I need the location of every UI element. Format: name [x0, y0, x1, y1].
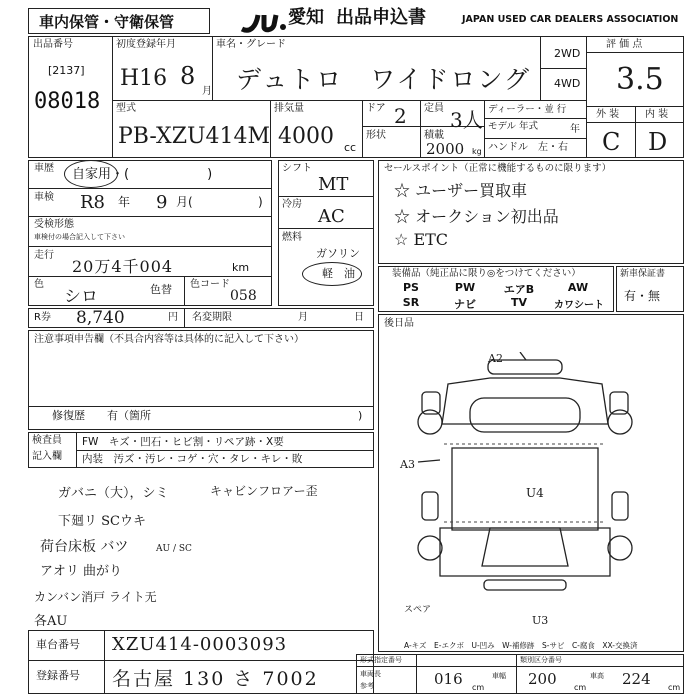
- score-value: 3.5: [616, 62, 664, 97]
- inspection-label: 車検: [34, 192, 54, 203]
- hand-note-3: 下廻リ SCウキ: [58, 514, 146, 529]
- drive-4wd: 4WD: [554, 77, 581, 90]
- equip-aw: AW: [567, 281, 589, 294]
- width-cm: cm: [574, 683, 587, 692]
- equip-leather: カワシート: [554, 300, 604, 311]
- repair-history: 修復歴 有（箇所: [52, 409, 151, 422]
- plate-label: 登録番号: [36, 669, 80, 682]
- after-label: 後日品: [384, 318, 414, 329]
- model-year-label: モデル 年式: [488, 121, 539, 132]
- color-code: 058: [230, 288, 257, 304]
- receipt-note: 車検付の場合記入して下さい: [34, 233, 125, 241]
- equip-navi: ナビ: [454, 298, 476, 311]
- repair-history-close: ): [358, 409, 363, 422]
- color-code-label: 色コード: [190, 279, 230, 290]
- inspection-month: 9: [156, 192, 168, 213]
- load-label: 積載: [424, 130, 444, 141]
- dims-label-1: 形式指定番号: [360, 656, 402, 664]
- fw-line: FW キズ・凹石・ヒビ割・リペア跡・X要: [82, 436, 284, 448]
- damage-a3: A3: [400, 458, 415, 471]
- score-label: 評 価 点: [606, 39, 643, 50]
- equip-pw: PW: [454, 281, 476, 294]
- capacity-value: 3人: [450, 108, 483, 132]
- interior-line: 内装 汚ズ・汚レ・コゲ・穴・タレ・キレ・敗: [82, 453, 303, 465]
- first-reg-month: 8: [180, 62, 196, 90]
- ac-label: 冷房: [282, 199, 302, 210]
- dims-note: 参考: [360, 682, 374, 690]
- type-label: 型式: [116, 103, 136, 114]
- color-swap-label: 色替: [150, 283, 172, 296]
- type-value: PB-XZU414M: [118, 124, 271, 149]
- ju-logo: [236, 7, 290, 35]
- load-value: 2000: [426, 140, 465, 158]
- hand-note-8: 各AU: [34, 614, 68, 629]
- fuel-label: 燃料: [282, 232, 302, 243]
- equip-ps: PS: [403, 281, 419, 294]
- fuel-diesel: 軽 油: [322, 267, 355, 280]
- displacement-value: 4000: [278, 124, 334, 149]
- model-name-label: 車名・グレード: [216, 39, 286, 50]
- chassis-value: XZU414-0003093: [112, 634, 288, 655]
- damage-legend: A-キズ E-エクボ U-凹み W-補修跡 S-サビ C-腐食 XX-交換済: [404, 641, 638, 650]
- lot-number: 08018: [34, 89, 101, 114]
- capacity-label: 定員: [424, 103, 444, 114]
- spare-label: スペア: [404, 605, 432, 615]
- dims-label-4: 車幅: [492, 672, 506, 680]
- hand-note-6: AU / SC: [156, 544, 192, 554]
- sales-points-label: セールスポイント（正常に機能するものに限ります）: [384, 163, 612, 174]
- first-reg-era: H16: [120, 66, 168, 91]
- sales-point-2: ☆ オークション初出品: [394, 207, 559, 226]
- hand-note-7: カンバン消戸 ライト无: [34, 590, 157, 604]
- sales-point-1-text: ユーザー買取車: [415, 181, 528, 200]
- equip-sr: SR: [402, 296, 420, 309]
- hand-note-5: アオリ 曲がり: [40, 564, 123, 579]
- first-reg-label: 初度登録年月: [116, 39, 176, 50]
- dealer-label: ディーラー・並 行: [488, 104, 567, 115]
- doors-label: ドア: [366, 103, 386, 114]
- width-value: 200: [528, 670, 557, 688]
- logo-pref: 愛知: [288, 7, 324, 28]
- year-unit: 年: [570, 124, 580, 135]
- org-name: JAPAN USED CAR DEALERS ASSOCIATION: [462, 14, 679, 25]
- hand-note-1: ガバニ（大），シミ: [58, 486, 169, 501]
- shift-value: MT: [318, 174, 349, 195]
- notes-label: 注意事項申告欄（不具合内容等は具体的に記入して下さい）: [34, 334, 304, 345]
- name-change-month: 月: [298, 312, 308, 323]
- lot-sub-number: [2137]: [48, 64, 85, 77]
- fuel-circle-mark: [302, 262, 362, 286]
- damage-u3: U3: [532, 614, 549, 627]
- receipt-label: 受検形態: [34, 219, 74, 230]
- chassis-label: 車台番号: [36, 638, 80, 651]
- sales-point-2-text: オークション初出品: [415, 207, 559, 226]
- use-circle-mark: [64, 160, 118, 188]
- equip-tv: TV: [510, 296, 528, 309]
- ac-value: AC: [318, 206, 345, 227]
- lot-label: 出品番号: [33, 39, 73, 50]
- storage-tag: 車内保管・守衛保管: [39, 13, 175, 31]
- mileage-label: 走行: [34, 250, 54, 261]
- entry-label: 記入欄: [32, 451, 62, 462]
- shape-label: 形状: [366, 130, 386, 141]
- plate-value: 名古屋 130 さ 7002: [112, 668, 319, 690]
- cc-unit: cc: [344, 141, 357, 154]
- damage-u4: U4: [526, 486, 544, 500]
- r-ticket-value: 8,740: [76, 308, 125, 328]
- month-unit: 月: [202, 86, 212, 97]
- fuel-gas: ガソリン: [316, 247, 360, 260]
- equipment-label: 装備品（純正品に限り◎をつけてください）: [392, 268, 581, 279]
- damage-a2: A2: [488, 352, 503, 365]
- dims-label-3: 車両長: [360, 670, 381, 678]
- exterior-grade: C: [602, 128, 621, 156]
- use-value: 自家用・( ): [72, 167, 213, 182]
- hand-note-4: 荷台床板 バツ: [40, 539, 129, 555]
- doors-value: 2: [394, 104, 407, 128]
- interior-label: 内 装: [645, 109, 669, 120]
- exterior-label: 外 装: [596, 109, 620, 120]
- equip-airbag: エアB: [503, 283, 535, 296]
- dims-label-5: 車高: [590, 672, 604, 680]
- yen-unit: 円: [168, 312, 178, 323]
- handle-label: ハンドル 左・右: [488, 142, 568, 153]
- sales-point-3-text: ETC: [413, 230, 449, 249]
- inspector-label: 検査員: [32, 435, 62, 446]
- drive-2wd: 2WD: [554, 47, 581, 60]
- height-cm: cm: [668, 683, 681, 692]
- mileage-value: 20万4千004: [72, 257, 174, 276]
- name-change-day: 日: [354, 312, 364, 323]
- ju-logo-icon: [236, 7, 290, 35]
- use-label: 車歴: [34, 163, 54, 174]
- shift-label: シフト: [282, 163, 312, 174]
- interior-grade: D: [648, 128, 668, 156]
- car-diagram: [400, 352, 650, 602]
- length-value: 016: [434, 670, 463, 688]
- sales-point-1: ☆ ユーザー買取車: [394, 181, 528, 200]
- length-cm: cm: [472, 683, 485, 692]
- inspection-year-word: 年: [118, 195, 131, 209]
- name-change-label: 名変期限: [192, 312, 232, 323]
- km-unit: km: [232, 261, 250, 274]
- model-name: デュトロ ワイドロング: [236, 65, 532, 94]
- inspection-close: ): [258, 195, 263, 209]
- dims-label-2: 類別区分番号: [520, 656, 562, 664]
- displacement-label: 排気量: [274, 103, 304, 114]
- r-ticket-label: R券: [34, 312, 51, 323]
- form-title: 出品申込書: [336, 7, 426, 28]
- color-value: シロ: [64, 287, 98, 307]
- hand-note-2: キャビンフロアー歪: [210, 484, 318, 498]
- sales-point-3: ☆ ETC: [394, 230, 449, 249]
- warranty-options: 有・無: [624, 289, 661, 303]
- height-value: 224: [622, 670, 651, 688]
- inspection-era: R8: [80, 192, 106, 213]
- warranty-label: 新車保証書: [620, 269, 666, 279]
- storage-tag-box: [28, 8, 210, 34]
- inspection-month-word: 月(: [176, 195, 193, 209]
- color-label: 色: [34, 279, 44, 290]
- kg-unit: kg: [472, 147, 482, 156]
